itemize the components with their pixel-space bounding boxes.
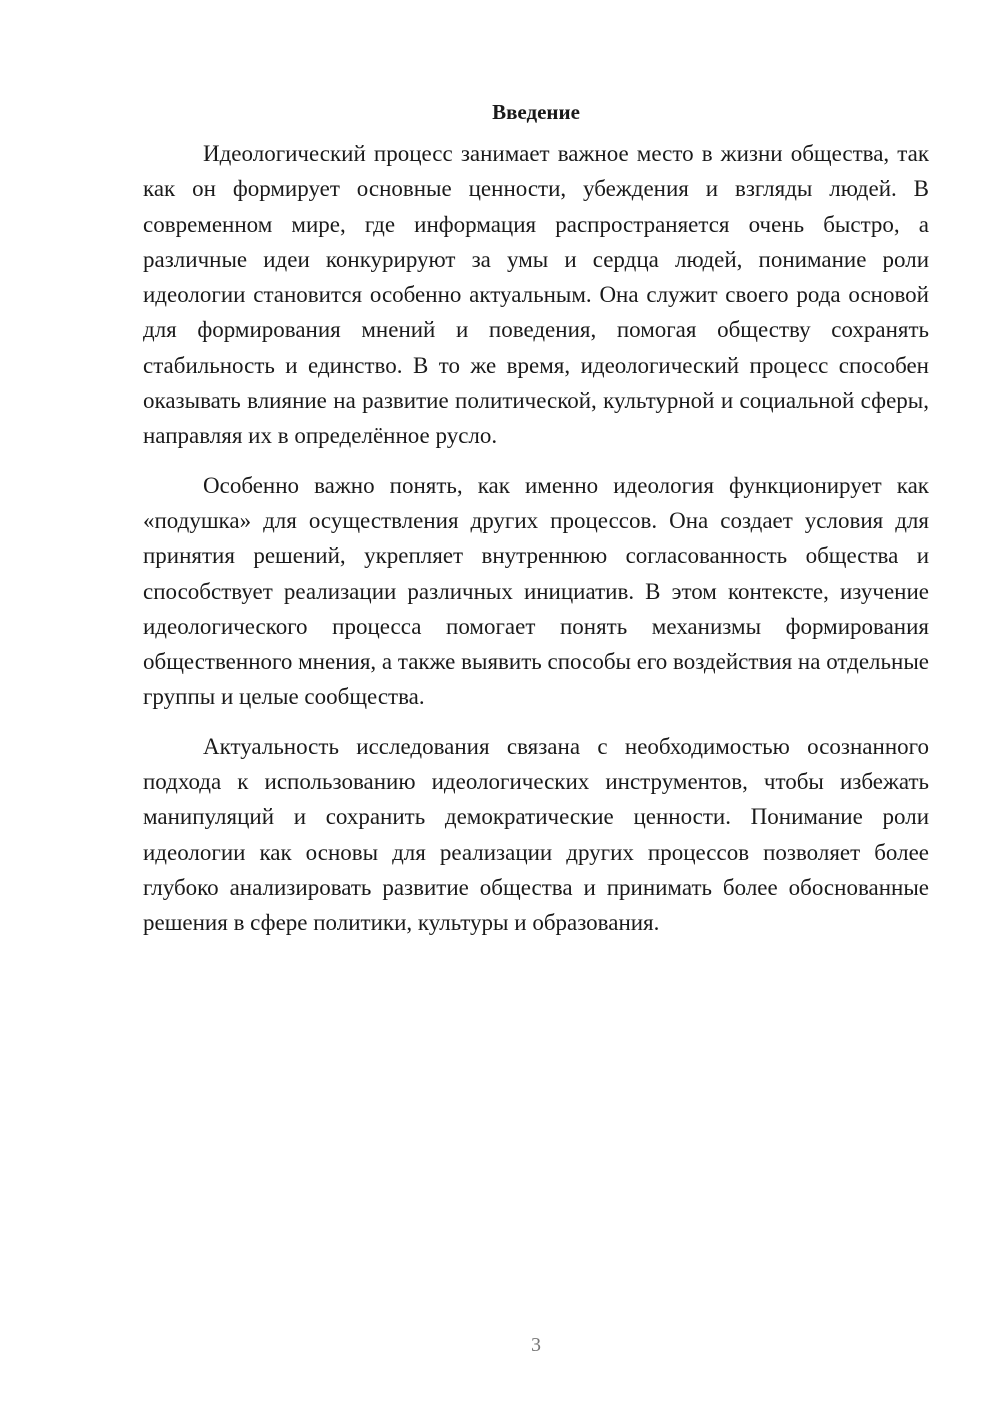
- paragraph-3: Актуальность исследования связана с необходимостью осознанного подхода к использованию идеологических инструментов, чтобы избежать манипуляций и сохранить демократические ценности. Понимание роли идеологии как основы для реализации других процессов позволяет более глубоко анализировать развитие общества и принимать более обоснованные решения в сфере политики, культуры и образования.: [143, 733, 929, 936]
- paragraph-1: Идеологический процесс занимает важное место в жизни общества, так как он формирует основные ценности, убеждения и взгляды людей. В современном мире, где информация распространяется очень быстро, а различные идеи конкурируют за умы и сердца людей, понимание роли идеологии становится особенно актуальным. Она служит своего рода основой для формирования мнений и поведения, помогая обществу сохранять стабильность и единство. В то же время, идеологический процесс способен оказывать влияние на развитие политической, культурной и социальной сферы, направляя их в определённое русло.: [143, 141, 929, 449]
- section-heading: Введение: [492, 100, 580, 124]
- page-number: 3: [531, 1334, 541, 1356]
- paragraph-2: Особенно важно понять, как именно идеология функционирует как «подушка» для осуществления других процессов. Она создает условия для принятия решений, укрепляет внутреннюю согласованность общества и способствует реализации различных инициатив. В этом контексте, изучение идеологического процесса помогает понять механизмы формирования общественного мнения, а также выявить способы его воздействия на отдельные группы и целые сообщества.: [143, 472, 929, 710]
- page-content: [143, 98, 929, 941]
